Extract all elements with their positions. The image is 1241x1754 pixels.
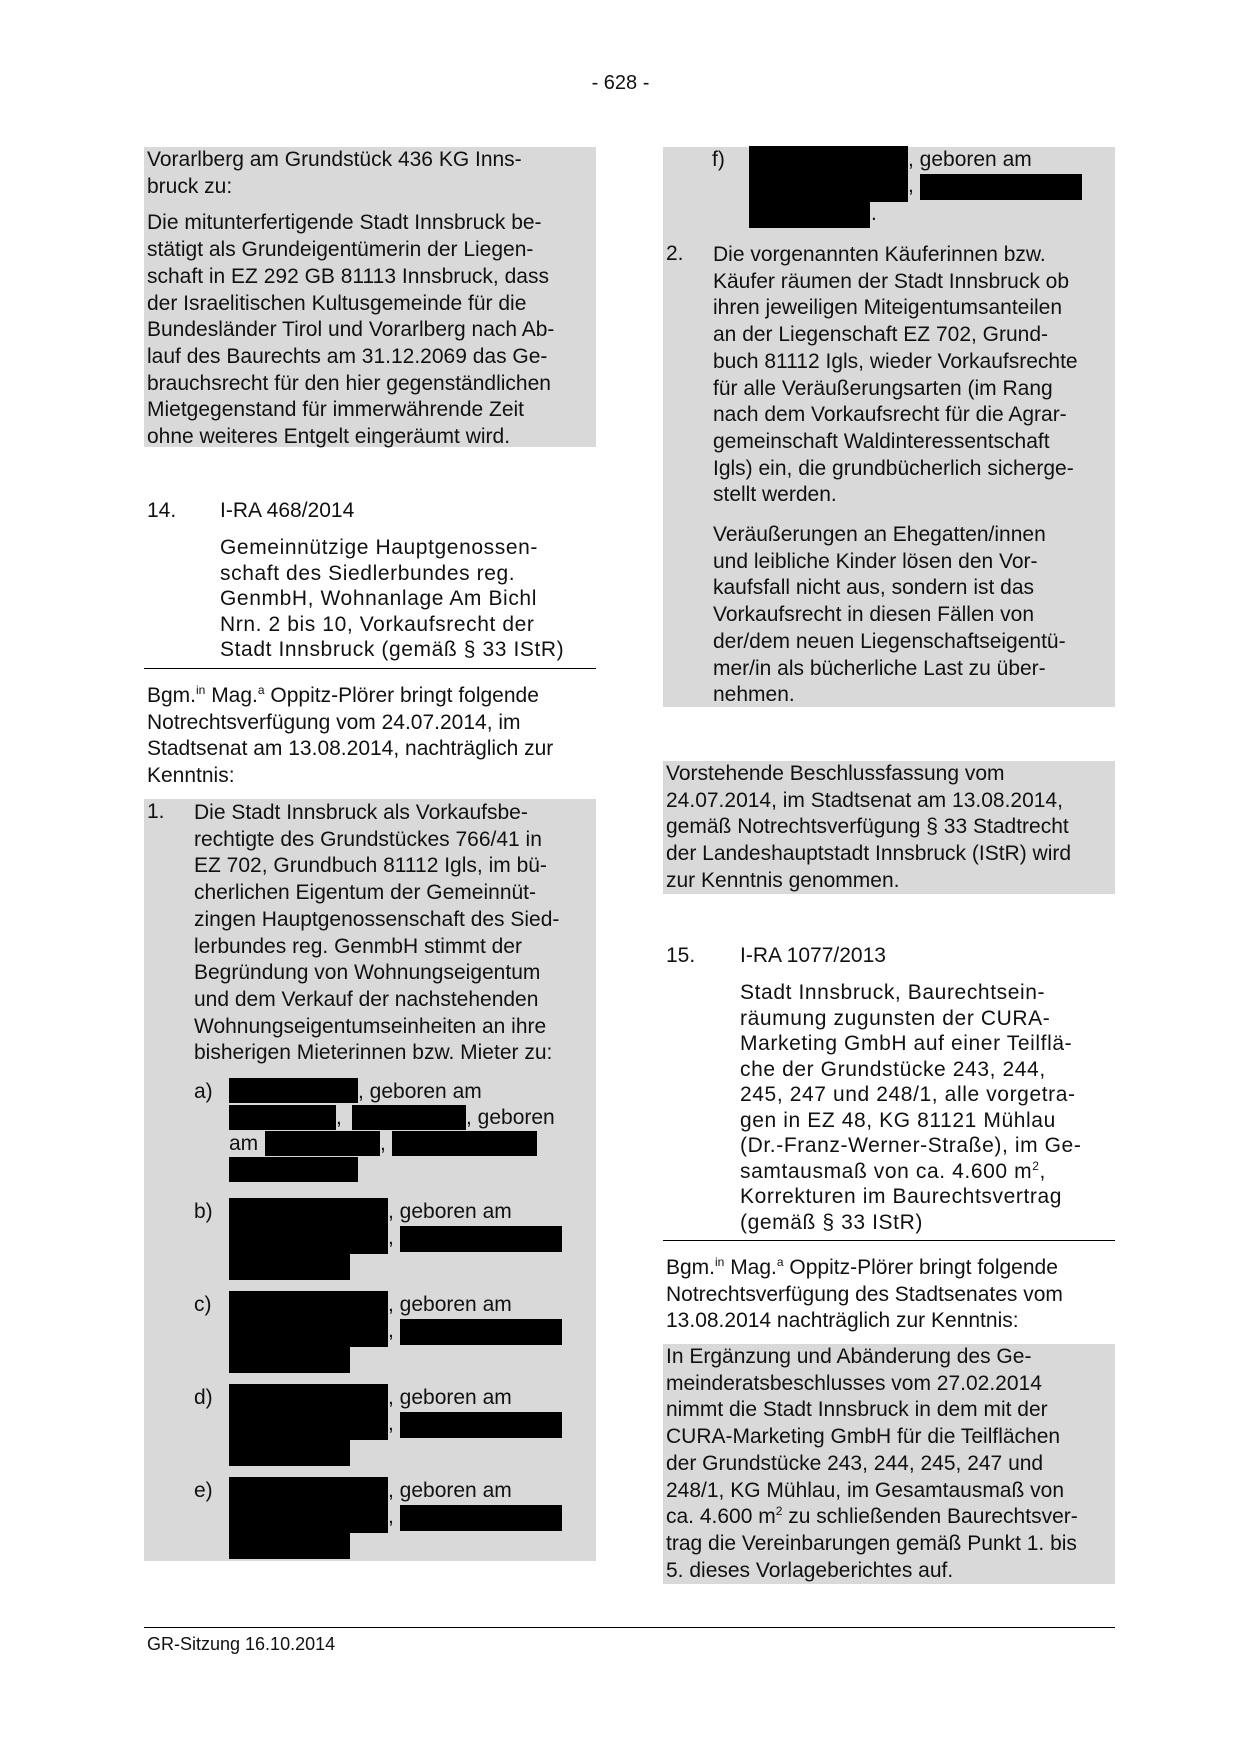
buyer-d-label: d): [194, 1386, 213, 1409]
item-15-code: I-RA 1077/2013: [740, 944, 886, 967]
mag-text: Mag.: [205, 684, 258, 707]
redaction: [229, 1440, 350, 1466]
buyer-c-label: c): [194, 1293, 212, 1316]
item-14-number: 14.: [147, 499, 177, 522]
buyer-b-comma: ,: [388, 1226, 394, 1249]
title-line: 245, 247 und 248/1, alle vorgetra-: [740, 1083, 1076, 1106]
text-line: In Ergänzung und Abänderung des Ge-: [666, 1345, 1032, 1368]
redaction: [229, 1533, 350, 1559]
title-line: schaft des Siedlerbundes reg.: [220, 561, 516, 585]
redaction: [229, 1477, 388, 1505]
redaction: [229, 1157, 358, 1182]
text-line: Notrechtsverfügung des Stadtsenates vom: [666, 1282, 1063, 1306]
text-line: mer/in als bücherliche Last zu über-: [713, 656, 1046, 680]
text-line: Veräußerungen an Ehegatten/innen: [713, 523, 1046, 546]
text-line: nehmen.: [713, 683, 795, 707]
text-line: Stadtsenat am 13.08.2014, nachträglich zur: [147, 737, 554, 761]
bgm-text: Bgm.: [147, 684, 197, 707]
text-line: 24.07.2014, im Stadtsenat am 13.08.2014,: [666, 788, 1063, 812]
text-line: der Israelitischen Kultusgemeinde für die: [147, 291, 527, 315]
sup-text: in: [715, 1255, 725, 1269]
mag-text: Mag.: [724, 1256, 777, 1279]
title-line: (Dr.-Franz-Werner-Straße), im Ge-: [740, 1134, 1082, 1157]
resolution-block: [663, 761, 1115, 894]
title-line: Nrn. 2 bis 10, Vorkaufsrecht der: [220, 612, 535, 636]
text-line: 13.08.2014 nachträglich zur Kenntnis:: [666, 1309, 1019, 1333]
redaction: [229, 1078, 358, 1103]
intro-line-1: [147, 683, 553, 710]
redaction: [920, 174, 1082, 200]
text-line: nach dem Vorkaufsrecht für die Agrar-: [713, 403, 1067, 427]
text-line: Igls) ein, die grundbücherlich sicherge-: [713, 456, 1074, 480]
item-15-rule: [663, 1240, 1115, 1241]
buyer-e-born: , geboren am: [388, 1479, 512, 1502]
sup-text: a: [776, 1255, 784, 1269]
title-line: Gemeinnützige Hauptgenossen-: [220, 536, 538, 559]
buyer-a-born-2: , geboren: [466, 1106, 555, 1129]
point-2-text: [713, 242, 1078, 509]
title-line: gen in EZ 48, KG 81121 Mühlau: [740, 1108, 1056, 1132]
text-line: rechtigte des Grundstückes 766/41 in: [194, 827, 542, 851]
title-text: samtausmaß von ca. 4.600 m: [740, 1159, 1033, 1183]
buyer-f-born: , geboren am: [908, 148, 1032, 171]
redaction: [400, 1505, 562, 1531]
redaction: [229, 1291, 388, 1319]
text-line: EZ 702, Grundbuch 81112 Igls, im bü-: [194, 854, 547, 878]
text-line: Die vorgenannten Käuferinnen bzw.: [713, 243, 1046, 266]
footer-text: GR-Sitzung 16.10.2014: [147, 1634, 336, 1654]
redaction: [392, 1131, 537, 1156]
text-line: für alle Veräußerungsarten (im Rang: [713, 376, 1053, 400]
point-1-number: 1.: [147, 800, 165, 823]
text-line: Die mitunterfertigende Stadt Innsbruck be-: [147, 211, 542, 235]
continuation-text: [144, 147, 596, 200]
item-14-rule: [144, 668, 596, 669]
redaction: [400, 1319, 562, 1345]
text-line: Notrechtsverfügung vom 24.07.2014, im: [147, 710, 521, 734]
text-line: brauchsrecht für den hier gegenständlichen: [147, 371, 551, 395]
title-line: Korrekturen im Baurechtsvertrag: [740, 1185, 1063, 1208]
redaction: [352, 1105, 466, 1130]
redaction: [229, 1505, 388, 1533]
redaction: [229, 1254, 350, 1280]
intro-rest: Oppitz-Plörer bringt folgende: [783, 1256, 1058, 1279]
text-line: Vorarlberg am Grundstück 436 KG Inns-: [147, 148, 522, 171]
text-line: Bundesländer Tirol und Vorarlberg nach Ab-: [147, 318, 555, 342]
text-line: cherlichen Eigentum der Gemeinnüt-: [194, 881, 537, 905]
sup-text: 2: [775, 1504, 783, 1519]
title-line: Stadt Innsbruck, Baurechtsein-: [740, 981, 1046, 1004]
item-15-title: [740, 980, 1081, 1235]
text-line: kaufsfall nicht aus, sondern ist das: [713, 576, 1035, 600]
buyer-e-comma: ,: [388, 1505, 394, 1528]
buyer-f-period: .: [871, 202, 877, 225]
redaction: [229, 1319, 388, 1347]
text-line: der Grundstücke 243, 244, 245, 247 und: [666, 1451, 1044, 1475]
buyer-d-born: , geboren am: [388, 1386, 512, 1409]
buyer-a-comma: ,: [336, 1106, 342, 1129]
text-line: und dem Verkauf der nachstehenden: [194, 987, 539, 1011]
text-line: 248/1, KG Mühlau, im Gesamtausmaß von: [666, 1478, 1065, 1502]
sup-text: 2: [1032, 1158, 1040, 1173]
text-line: Vorkaufsrecht in diesen Fällen von: [713, 603, 1035, 627]
text-line: Die Stadt Innsbruck als Vorkaufsbe-: [194, 801, 528, 824]
text-line: zingen Hauptgenossenschaft des Sied-: [194, 907, 560, 931]
text-line: Vorstehende Beschlussfassung vom: [666, 762, 1005, 785]
text-line: gemeinschaft Waldinteressentschaft: [713, 429, 1050, 453]
text-line: bisherigen Mieterinnen bzw. Mieter zu:: [194, 1041, 553, 1065]
left-block-top: [144, 147, 596, 447]
text-line: zur Kenntnis genommen.: [666, 868, 900, 892]
text-line: stellt werden.: [713, 483, 837, 507]
text-line: Kenntnis:: [147, 764, 235, 788]
title-line: che der Grundstücke 243, 244,: [740, 1057, 1046, 1081]
title-line: Stadt Innsbruck (gemäß § 33 IStR): [220, 638, 565, 661]
title-line: GenmbH, Wohnanlage Am Bichl: [220, 587, 537, 610]
text-line: trag die Vereinbarungen gemäß Punkt 1. bis: [666, 1531, 1077, 1555]
item-14-title: [220, 535, 564, 663]
title-line: [740, 1159, 1081, 1185]
buyer-f-label: f): [712, 148, 725, 171]
text-line: meinderatsbeschlusses vom 27.02.2014: [666, 1371, 1042, 1395]
item-14-code: I-RA 468/2014: [220, 499, 355, 522]
text-line: nimmt die Stadt Innsbruck in dem mit der: [666, 1398, 1048, 1422]
text-line: der/dem neuen Liegenschaftseigentü-: [713, 629, 1066, 653]
text-line: stätigt als Grundeigentümerin der Liegen-: [147, 238, 534, 262]
text-line: der Landeshauptstadt Innsbruck (IStR) wird: [666, 842, 1072, 866]
redaction: [400, 1412, 562, 1438]
buyer-a-born: , geboren am: [358, 1080, 482, 1103]
page-number: - 628 -: [591, 72, 650, 94]
point-1-text: [194, 800, 559, 1067]
item-15-intro: [666, 1255, 1063, 1335]
decision-text-part: zu schließenden Baurechtsver-: [782, 1505, 1078, 1529]
text-line: an der Liegenschaft EZ 702, Grund-: [713, 323, 1049, 347]
text-line: ihren jeweiligen Miteigentumsanteilen: [713, 296, 1063, 320]
intro-rest: Oppitz-Plörer bringt folgende: [264, 684, 539, 707]
redaction: [265, 1131, 380, 1156]
redaction: [229, 1347, 350, 1373]
buyer-f-comma: ,: [908, 174, 914, 197]
sup-text: in: [196, 683, 206, 697]
redaction: [749, 202, 870, 228]
redaction: [749, 174, 908, 202]
title-line: Marketing GmbH auf einer Teilflä-: [740, 1032, 1073, 1055]
buyer-c-comma: ,: [388, 1319, 394, 1342]
text-line: buch 81112 Igls, wieder Vorkaufsrechte: [713, 349, 1078, 373]
resolution-text: [663, 761, 1115, 895]
buyer-b-label: b): [194, 1200, 213, 1223]
text-line: lerbundes reg. GenmbH stimmt der: [194, 934, 522, 958]
buyer-a-label: a): [194, 1080, 213, 1103]
buyer-e-label: e): [194, 1479, 213, 1502]
item-15-number: 15.: [666, 944, 696, 967]
redaction: [229, 1105, 336, 1130]
text-line: CURA-Marketing GmbH für die Teilflächen: [666, 1425, 1061, 1449]
redaction: [400, 1226, 562, 1252]
text-line: Mietgegenstand für immerwährende Zeit: [147, 398, 525, 422]
text-line: bruck zu:: [147, 174, 233, 198]
item-15-decision-block: [663, 1344, 1115, 1584]
bgm-text: Bgm.: [666, 1256, 716, 1279]
sup-text: a: [257, 683, 265, 697]
title-line: (gemäß § 33 IStR): [740, 1210, 923, 1234]
decision-text-part: ca. 4.600 m: [666, 1505, 776, 1529]
text-line: gemäß Notrechtsverfügung § 33 Stadtrecht: [666, 815, 1069, 839]
confirmation-text: [144, 210, 596, 450]
text-line: schaft in EZ 292 GB 81113 Innsbruck, dass: [147, 264, 549, 288]
redaction: [229, 1198, 388, 1226]
text-line: [666, 1504, 1115, 1531]
buyer-b-born: , geboren am: [388, 1200, 512, 1223]
buyer-d-comma: ,: [388, 1412, 394, 1435]
title-text: ,: [1039, 1159, 1046, 1183]
text-line: 5. dieses Vorlageberichtes auf.: [666, 1558, 954, 1582]
title-line: räumung zugunsten der CURA-: [740, 1006, 1051, 1030]
redaction: [749, 146, 908, 174]
text-line: Wohnungseigentumseinheiten an ihre: [194, 1014, 547, 1038]
point-2-number: 2.: [666, 242, 684, 265]
item-14-intro: [147, 683, 553, 790]
decision-text: [663, 1344, 1115, 1584]
buyer-a-comma-2: ,: [380, 1132, 386, 1155]
redaction: [229, 1226, 388, 1254]
text-line: ohne weiteres Entgelt eingeräumt wird.: [147, 425, 511, 449]
buyer-c-born: , geboren am: [388, 1293, 512, 1316]
intro-line-1: [666, 1255, 1063, 1282]
point-2b-text: [713, 522, 1066, 709]
text-line: Begründung von Wohnungseigentum: [194, 961, 541, 985]
text-line: lauf des Baurechts am 31.12.2069 das Ge-: [147, 344, 548, 368]
redaction: [229, 1412, 388, 1440]
buyer-a-am: am: [229, 1132, 259, 1155]
footer-rule: [144, 1627, 1115, 1628]
text-line: und leibliche Kinder lösen den Vor-: [713, 549, 1038, 573]
text-line: Käufer räumen der Stadt Innsbruck ob: [713, 269, 1070, 293]
redaction: [229, 1384, 388, 1412]
